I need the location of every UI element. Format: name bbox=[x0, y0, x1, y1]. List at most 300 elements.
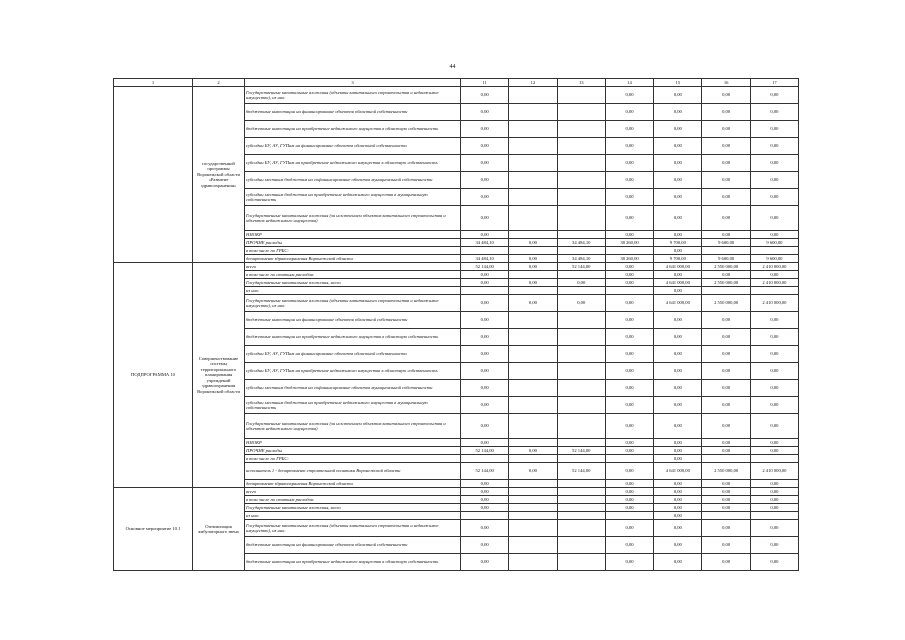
amount-cell: 0,00 bbox=[461, 172, 509, 189]
amount-cell: 0,00 bbox=[702, 537, 750, 554]
amount-cell: 2 550 000,00 bbox=[702, 463, 750, 480]
amount-cell: 0,00 bbox=[702, 504, 750, 512]
amount-cell: 52 144,00 bbox=[461, 263, 509, 271]
amount-cell: 2 550 000,00 bbox=[702, 263, 750, 271]
column-header: 16 bbox=[702, 79, 750, 87]
amount-cell bbox=[557, 488, 605, 496]
amount-cell: 0,00 bbox=[461, 397, 509, 414]
amount-cell: 0,00 bbox=[605, 363, 653, 380]
program-name-cell: Совершенствование системы территориального планирования учреждений здравоохранения Воронежской области bbox=[193, 263, 245, 488]
amount-cell bbox=[557, 138, 605, 155]
amount-cell: 0,00 bbox=[750, 496, 798, 504]
amount-cell bbox=[557, 189, 605, 206]
amount-cell: 0,00 bbox=[509, 255, 557, 263]
amount-cell: 0,00 bbox=[654, 346, 702, 363]
amount-cell bbox=[509, 554, 557, 571]
amount-cell: 0,00 bbox=[702, 414, 750, 439]
amount-cell bbox=[509, 189, 557, 206]
column-header: 13 bbox=[557, 79, 605, 87]
expense-category-cell: Государственные капитальные вложения, всего bbox=[245, 504, 461, 512]
amount-cell: 0,00 bbox=[461, 537, 509, 554]
program-name-cell: Оптимизация амбулаторного звена bbox=[193, 488, 245, 571]
amount-cell: 0,00 bbox=[461, 271, 509, 279]
amount-cell bbox=[557, 104, 605, 121]
expense-category-cell: Государственные капитальные вложения (объекты капитального строительства и недвижимое имущество), из них: bbox=[245, 87, 461, 104]
amount-cell: 0,00 bbox=[654, 447, 702, 455]
amount-cell bbox=[509, 414, 557, 439]
table-row bbox=[114, 87, 799, 104]
amount-cell: 0,00 bbox=[461, 206, 509, 231]
expense-category-cell: бюджетные инвестиции на финансирование объектов областной собственности bbox=[245, 104, 461, 121]
amount-cell: 0,00 bbox=[461, 155, 509, 172]
expense-category-cell: субсидии местным бюджетам на приобретение недвижимого имущества в муниципальную собственность bbox=[245, 189, 461, 206]
amount-cell: 0,00 bbox=[605, 172, 653, 189]
expense-category-cell: Государственные капитальные вложения (объекты капитального строительства и недвижимое имущество), из них: bbox=[245, 520, 461, 537]
amount-cell: 34 484,10 bbox=[557, 239, 605, 247]
amount-cell: 0,00 bbox=[702, 480, 750, 488]
amount-cell: 52 144,00 bbox=[557, 463, 605, 480]
amount-cell: 0,00 bbox=[654, 554, 702, 571]
amount-cell: 0,00 bbox=[750, 554, 798, 571]
amount-cell: 0,00 bbox=[654, 439, 702, 447]
amount-cell: 0,00 bbox=[461, 121, 509, 138]
column-header: 1 bbox=[114, 79, 193, 87]
expense-category-cell: всего bbox=[245, 263, 461, 271]
expense-category-cell: бюджетные инвестиции на приобретение недвижимого имущества в областную собственность bbox=[245, 329, 461, 346]
budget-table bbox=[113, 78, 799, 571]
amount-cell bbox=[509, 439, 557, 447]
amount-cell: 0,00 bbox=[750, 206, 798, 231]
amount-cell bbox=[605, 287, 653, 295]
amount-cell: 0,00 bbox=[654, 172, 702, 189]
amount-cell bbox=[509, 488, 557, 496]
expense-category-cell: бюджетные инвестиции на финансирование объектов областной собственности bbox=[245, 312, 461, 329]
amount-cell: 0,00 bbox=[654, 312, 702, 329]
program-level-cell: Основное мероприятие 10.1 bbox=[114, 488, 193, 571]
expense-category-cell: Государственные капитальные вложения (за исключением объектов капитального строительства и объектов недвижимого имущества) bbox=[245, 206, 461, 231]
amount-cell: 0,00 bbox=[605, 104, 653, 121]
amount-cell bbox=[461, 287, 509, 295]
expense-category-cell: ПРОЧИЕ расходы bbox=[245, 239, 461, 247]
amount-cell: 0,00 bbox=[750, 346, 798, 363]
amount-cell: 9 600,00 bbox=[702, 255, 750, 263]
amount-cell: 2 550 000,00 bbox=[702, 279, 750, 287]
amount-cell: 0,00 bbox=[702, 520, 750, 537]
amount-cell bbox=[509, 104, 557, 121]
amount-cell: 0,00 bbox=[654, 512, 702, 520]
amount-cell: 0,00 bbox=[461, 504, 509, 512]
amount-cell: 0,00 bbox=[702, 138, 750, 155]
amount-cell: 0,00 bbox=[557, 279, 605, 287]
amount-cell: 0,00 bbox=[654, 138, 702, 155]
amount-cell: 0,00 bbox=[702, 346, 750, 363]
amount-cell: 0,00 bbox=[654, 231, 702, 239]
table-row bbox=[114, 488, 799, 496]
amount-cell bbox=[557, 346, 605, 363]
expense-category-cell: субсидии БУ, АУ, ГУПам на финансирование объектов областной собственности bbox=[245, 346, 461, 363]
amount-cell: 4 641 000,00 bbox=[654, 463, 702, 480]
amount-cell: 9 700,00 bbox=[654, 255, 702, 263]
amount-cell: 0,00 bbox=[702, 380, 750, 397]
amount-cell: 0,00 bbox=[461, 439, 509, 447]
amount-cell: 0,00 bbox=[461, 496, 509, 504]
expense-category-cell: всего bbox=[245, 488, 461, 496]
amount-cell: 0,00 bbox=[750, 189, 798, 206]
amount-cell: 0,00 bbox=[702, 397, 750, 414]
amount-cell: 0,00 bbox=[605, 520, 653, 537]
amount-cell bbox=[461, 455, 509, 463]
expense-category-cell: из них: bbox=[245, 512, 461, 520]
amount-cell: 0,00 bbox=[702, 329, 750, 346]
amount-cell: 0,00 bbox=[461, 279, 509, 287]
amount-cell: 0,00 bbox=[605, 346, 653, 363]
amount-cell: 0,00 bbox=[605, 87, 653, 104]
amount-cell bbox=[461, 512, 509, 520]
expense-category-cell: исполнитель 1 - департамент строительной политики Воронежской области bbox=[245, 463, 461, 480]
amount-cell: 0,00 bbox=[750, 363, 798, 380]
amount-cell: 0,00 bbox=[605, 329, 653, 346]
amount-cell bbox=[509, 363, 557, 380]
column-header: 17 bbox=[750, 79, 798, 87]
amount-cell bbox=[750, 455, 798, 463]
amount-cell: 9 700,00 bbox=[654, 239, 702, 247]
amount-cell: 0,00 bbox=[654, 271, 702, 279]
expense-category-cell: в том числе по ГРБС: bbox=[245, 247, 461, 255]
amount-cell bbox=[509, 397, 557, 414]
amount-cell bbox=[557, 537, 605, 554]
amount-cell: 0,00 bbox=[461, 520, 509, 537]
amount-cell bbox=[509, 480, 557, 488]
amount-cell bbox=[509, 287, 557, 295]
amount-cell bbox=[509, 121, 557, 138]
expense-category-cell: бюджетные инвестиции на приобретение недвижимого имущества в областную собственность bbox=[245, 554, 461, 571]
amount-cell: 0,00 bbox=[750, 480, 798, 488]
amount-cell: 0,00 bbox=[750, 380, 798, 397]
amount-cell bbox=[509, 520, 557, 537]
expense-category-cell: Государственные капитальные вложения (за исключением объектов капитального строительства и объектов недвижимого имущества) bbox=[245, 414, 461, 439]
amount-cell: 0,00 bbox=[605, 295, 653, 312]
amount-cell: 0,00 bbox=[605, 504, 653, 512]
amount-cell: 0,00 bbox=[605, 488, 653, 496]
amount-cell bbox=[509, 271, 557, 279]
amount-cell: 9 600,00 bbox=[702, 239, 750, 247]
amount-cell bbox=[509, 155, 557, 172]
amount-cell: 0,00 bbox=[509, 463, 557, 480]
amount-cell: 0,00 bbox=[461, 488, 509, 496]
amount-cell: 0,00 bbox=[509, 239, 557, 247]
amount-cell: 0,00 bbox=[605, 397, 653, 414]
amount-cell: 0,00 bbox=[605, 554, 653, 571]
amount-cell: 0,00 bbox=[750, 121, 798, 138]
amount-cell bbox=[557, 206, 605, 231]
amount-cell: 52 144,00 bbox=[461, 463, 509, 480]
amount-cell: 34 484,10 bbox=[461, 239, 509, 247]
amount-cell bbox=[509, 247, 557, 255]
amount-cell: 0,00 bbox=[750, 104, 798, 121]
amount-cell: 0,00 bbox=[654, 537, 702, 554]
amount-cell: 0,00 bbox=[605, 271, 653, 279]
amount-cell bbox=[557, 87, 605, 104]
amount-cell: 0,00 bbox=[702, 496, 750, 504]
amount-cell: 0,00 bbox=[605, 312, 653, 329]
column-header: 15 bbox=[654, 79, 702, 87]
amount-cell: 0,00 bbox=[509, 447, 557, 455]
expense-category-cell: в том числе по статьям расходов: bbox=[245, 496, 461, 504]
amount-cell: 0,00 bbox=[750, 439, 798, 447]
amount-cell bbox=[509, 346, 557, 363]
amount-cell: 0,00 bbox=[702, 121, 750, 138]
amount-cell: 0,00 bbox=[605, 380, 653, 397]
amount-cell bbox=[557, 287, 605, 295]
amount-cell: 4 641 000,00 bbox=[654, 295, 702, 312]
amount-cell: 0,00 bbox=[654, 380, 702, 397]
amount-cell bbox=[461, 247, 509, 255]
amount-cell: 0,00 bbox=[461, 189, 509, 206]
amount-cell: 0,00 bbox=[605, 138, 653, 155]
expense-category-cell: субсидии БУ, АУ, ГУПам на приобретение недвижимого имущества в областную собственность bbox=[245, 155, 461, 172]
amount-cell: 0,00 bbox=[702, 172, 750, 189]
amount-cell: 0,00 bbox=[702, 271, 750, 279]
expense-category-cell: департамент здравоохранения Воронежской области bbox=[245, 255, 461, 263]
amount-cell: 0,00 bbox=[654, 104, 702, 121]
amount-cell bbox=[509, 138, 557, 155]
amount-cell: 0,00 bbox=[461, 295, 509, 312]
amount-cell bbox=[557, 247, 605, 255]
amount-cell: 0,00 bbox=[605, 537, 653, 554]
expense-category-cell: ПРОЧИЕ расходы bbox=[245, 447, 461, 455]
amount-cell: 0,00 bbox=[750, 520, 798, 537]
expense-category-cell: департамент здравоохранения Воронежской области bbox=[245, 480, 461, 488]
amount-cell bbox=[605, 247, 653, 255]
expense-category-cell: бюджетные инвестиции на приобретение недвижимого имущества в областную собственность bbox=[245, 121, 461, 138]
amount-cell: 0,00 bbox=[461, 87, 509, 104]
amount-cell bbox=[557, 480, 605, 488]
amount-cell bbox=[557, 231, 605, 239]
amount-cell bbox=[509, 206, 557, 231]
amount-cell: 2 410 000,00 bbox=[750, 279, 798, 287]
amount-cell bbox=[509, 504, 557, 512]
amount-cell bbox=[557, 271, 605, 279]
amount-cell: 0,00 bbox=[750, 155, 798, 172]
amount-cell: 0,00 bbox=[750, 537, 798, 554]
amount-cell: 4 641 000,00 bbox=[654, 279, 702, 287]
column-header: 2 bbox=[193, 79, 245, 87]
amount-cell: 9 600,00 bbox=[750, 239, 798, 247]
amount-cell: 0,00 bbox=[750, 329, 798, 346]
amount-cell bbox=[557, 329, 605, 346]
amount-cell: 9 600,00 bbox=[750, 255, 798, 263]
amount-cell: 0,00 bbox=[702, 447, 750, 455]
amount-cell: 0,00 bbox=[750, 172, 798, 189]
amount-cell bbox=[509, 172, 557, 189]
amount-cell bbox=[557, 520, 605, 537]
amount-cell bbox=[750, 287, 798, 295]
amount-cell: 0,00 bbox=[750, 397, 798, 414]
amount-cell: 0,00 bbox=[509, 263, 557, 271]
amount-cell: 0,00 bbox=[750, 414, 798, 439]
amount-cell: 0,00 bbox=[605, 447, 653, 455]
amount-cell: 0,00 bbox=[750, 231, 798, 239]
amount-cell: 38 260,00 bbox=[605, 239, 653, 247]
amount-cell: 0,00 bbox=[654, 496, 702, 504]
amount-cell: 0,00 bbox=[654, 520, 702, 537]
amount-cell bbox=[702, 455, 750, 463]
amount-cell: 0,00 bbox=[461, 346, 509, 363]
amount-cell: 0,00 bbox=[654, 247, 702, 255]
amount-cell: 4 641 000,00 bbox=[654, 263, 702, 271]
amount-cell: 52 144,00 bbox=[557, 263, 605, 271]
amount-cell: 2 410 000,00 bbox=[750, 263, 798, 271]
amount-cell bbox=[509, 312, 557, 329]
amount-cell bbox=[509, 512, 557, 520]
amount-cell: 0,00 bbox=[702, 554, 750, 571]
amount-cell bbox=[509, 496, 557, 504]
amount-cell: 0,00 bbox=[605, 480, 653, 488]
amount-cell: 0,00 bbox=[605, 206, 653, 231]
amount-cell: 0,00 bbox=[750, 271, 798, 279]
amount-cell bbox=[557, 397, 605, 414]
amount-cell: 0,00 bbox=[509, 295, 557, 312]
amount-cell bbox=[557, 439, 605, 447]
amount-cell: 0,00 bbox=[605, 414, 653, 439]
amount-cell: 38 260,00 bbox=[605, 255, 653, 263]
amount-cell: 0,00 bbox=[461, 104, 509, 121]
expense-category-cell: Государственные капитальные вложения, всего bbox=[245, 279, 461, 287]
amount-cell: 0,00 bbox=[702, 87, 750, 104]
amount-cell: 0,00 bbox=[654, 488, 702, 496]
amount-cell: 0,00 bbox=[654, 397, 702, 414]
amount-cell: 0,00 bbox=[509, 279, 557, 287]
amount-cell bbox=[509, 455, 557, 463]
amount-cell bbox=[557, 155, 605, 172]
amount-cell: 52 144,00 bbox=[557, 447, 605, 455]
amount-cell: 0,00 bbox=[654, 87, 702, 104]
amount-cell: 0,00 bbox=[461, 138, 509, 155]
amount-cell: 0,00 bbox=[702, 231, 750, 239]
amount-cell: 0,00 bbox=[654, 189, 702, 206]
column-header: 12 bbox=[509, 79, 557, 87]
amount-cell: 0,00 bbox=[702, 439, 750, 447]
amount-cell: 0,00 bbox=[750, 447, 798, 455]
column-header: 3 bbox=[245, 79, 461, 87]
amount-cell: 0,00 bbox=[654, 414, 702, 439]
amount-cell bbox=[702, 247, 750, 255]
amount-cell: 0,00 bbox=[702, 363, 750, 380]
amount-cell: 0,00 bbox=[605, 231, 653, 239]
amount-cell: 0,00 bbox=[605, 121, 653, 138]
amount-cell bbox=[557, 554, 605, 571]
expense-category-cell: субсидии БУ, АУ, ГУПам на приобретение недвижимого имущества в областную собственность bbox=[245, 363, 461, 380]
amount-cell: 0,00 bbox=[461, 312, 509, 329]
amount-cell: 0,00 bbox=[702, 189, 750, 206]
amount-cell bbox=[750, 512, 798, 520]
amount-cell bbox=[509, 537, 557, 554]
expense-category-cell: субсидии БУ, АУ, ГУПам на финансирование объектов областной собственности bbox=[245, 138, 461, 155]
amount-cell: 0,00 bbox=[702, 488, 750, 496]
amount-cell bbox=[557, 312, 605, 329]
expense-category-cell: Государственные капитальные вложения (объекты капитального строительства и недвижимое имущество), из них: bbox=[245, 295, 461, 312]
amount-cell: 0,00 bbox=[605, 439, 653, 447]
table-row bbox=[114, 263, 799, 271]
amount-cell: 0,00 bbox=[461, 380, 509, 397]
amount-cell bbox=[557, 121, 605, 138]
amount-cell bbox=[509, 87, 557, 104]
amount-cell bbox=[702, 287, 750, 295]
amount-cell: 0,00 bbox=[461, 363, 509, 380]
column-number-row bbox=[114, 79, 799, 87]
amount-cell bbox=[557, 172, 605, 189]
expense-category-cell: в том числе по ГРБС: bbox=[245, 455, 461, 463]
page-number: 44 bbox=[449, 64, 456, 70]
amount-cell: 0,00 bbox=[654, 363, 702, 380]
amount-cell: 0,00 bbox=[654, 480, 702, 488]
amount-cell bbox=[509, 329, 557, 346]
amount-cell: 0,00 bbox=[461, 554, 509, 571]
amount-cell: 0,00 bbox=[750, 87, 798, 104]
amount-cell: 0,00 bbox=[750, 138, 798, 155]
column-header: 14 bbox=[605, 79, 653, 87]
amount-cell: 0,00 bbox=[605, 496, 653, 504]
amount-cell: 52 144,00 bbox=[461, 447, 509, 455]
amount-cell: 0,00 bbox=[702, 206, 750, 231]
amount-cell bbox=[605, 512, 653, 520]
amount-cell: 0,00 bbox=[654, 329, 702, 346]
expense-category-cell: субсидии местным бюджетам на софинансирование объектов муниципальной собственности bbox=[245, 172, 461, 189]
amount-cell: 0,00 bbox=[461, 329, 509, 346]
amount-cell: 2 410 000,00 bbox=[750, 463, 798, 480]
amount-cell: 2 410 000,00 bbox=[750, 295, 798, 312]
amount-cell: 0,00 bbox=[461, 480, 509, 488]
amount-cell: 2 550 000,00 bbox=[702, 295, 750, 312]
amount-cell: 0,00 bbox=[605, 155, 653, 172]
expense-category-cell: из них: bbox=[245, 287, 461, 295]
expense-category-cell: НИОКР bbox=[245, 231, 461, 239]
program-level-cell: ПОДПРОГРАММА 10 bbox=[114, 263, 193, 488]
amount-cell: 0,00 bbox=[702, 104, 750, 121]
expense-category-cell: субсидии местным бюджетам на приобретение недвижимого имущества в муниципальную собственность bbox=[245, 397, 461, 414]
amount-cell bbox=[605, 455, 653, 463]
amount-cell: 0,00 bbox=[605, 189, 653, 206]
amount-cell bbox=[557, 414, 605, 439]
expense-category-cell: НИОКР bbox=[245, 439, 461, 447]
amount-cell: 34 484,10 bbox=[461, 255, 509, 263]
amount-cell: 0,00 bbox=[750, 312, 798, 329]
expense-category-cell: в том числе по статьям расходов: bbox=[245, 271, 461, 279]
expense-category-cell: бюджетные инвестиции на финансирование объектов областной собственности bbox=[245, 537, 461, 554]
amount-cell bbox=[557, 512, 605, 520]
amount-cell bbox=[509, 380, 557, 397]
amount-cell: 0,00 bbox=[654, 287, 702, 295]
amount-cell bbox=[557, 380, 605, 397]
amount-cell: 0,00 bbox=[461, 231, 509, 239]
amount-cell: 0,00 bbox=[557, 295, 605, 312]
amount-cell bbox=[702, 512, 750, 520]
amount-cell: 0,00 bbox=[750, 504, 798, 512]
amount-cell: 0,00 bbox=[654, 504, 702, 512]
amount-cell bbox=[557, 504, 605, 512]
amount-cell bbox=[509, 231, 557, 239]
amount-cell: 0,00 bbox=[702, 312, 750, 329]
expense-category-cell: субсидии местным бюджетам на софинансирование объектов муниципальной собственности bbox=[245, 380, 461, 397]
amount-cell: 0,00 bbox=[461, 414, 509, 439]
amount-cell: 0,00 bbox=[605, 463, 653, 480]
amount-cell: 34 484,10 bbox=[557, 255, 605, 263]
amount-cell: 0,00 bbox=[654, 155, 702, 172]
amount-cell: 0,00 bbox=[654, 121, 702, 138]
program-name-cell: государственной программы Воронежской области «Развитие здравоохранения» bbox=[193, 87, 245, 263]
program-level-cell bbox=[114, 87, 193, 263]
amount-cell: 0,00 bbox=[605, 263, 653, 271]
